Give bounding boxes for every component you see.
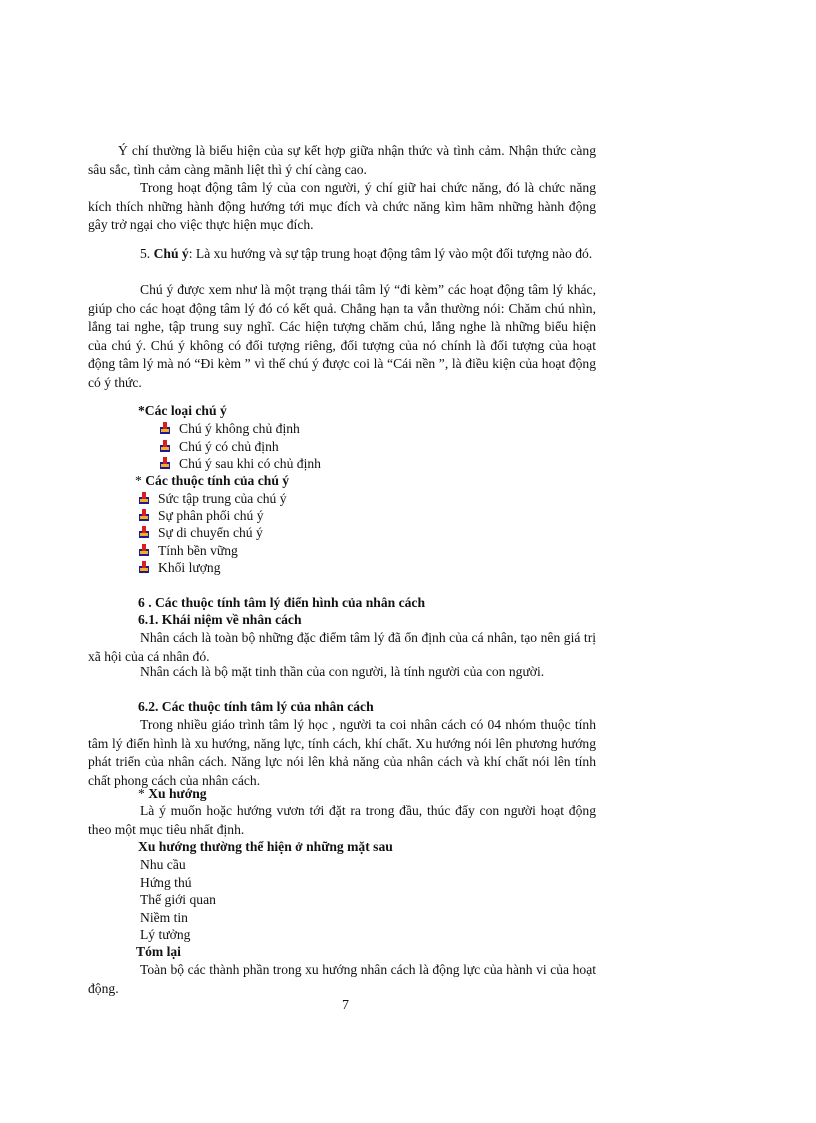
list-item: Nhu cầu	[140, 857, 186, 872]
section-definition: : Là xu hướng và sự tập trung hoạt động tâm lý vào một đối tượng nào đó.	[188, 246, 593, 261]
paragraph-personality-definition: Nhân cách là toàn bộ những đặc điểm tâm lý đã ổn định của cá nhân, tạo nên giá trị xã hội của cá nhân đó.	[88, 630, 596, 664]
arrow-bullet-icon	[138, 544, 150, 556]
list-item: Hứng thú	[140, 875, 192, 890]
types-heading: *Các loại chú ý	[138, 403, 227, 418]
arrow-bullet-icon	[138, 526, 150, 538]
paragraph-personality-spirit: Nhân cách là bộ mặt tinh thần của con người, là tính người của con người.	[140, 664, 545, 679]
section-number: 5.	[140, 246, 154, 261]
list-item: Niềm tin	[140, 910, 188, 925]
arrow-bullet-icon	[159, 457, 171, 469]
paragraph-attention: Chú ý được xem như là một trạng thái tâm lý “đi kèm” các hoạt động tâm lý khác, giúp cho các hoạt động tâm lý đó có kết quả. Chẳng hạn ta vẫn thường nói: Chăm chú nhìn, lắng tai nghe, tập trung suy nghĩ. Các hiện tượng chăm chú, lắng nghe là những biểu hiện của chú ý. Chú ý không có đối tượng riêng, đối tượng của nó chính là đối tượng của hoạt động tâm lý mà nó “Đi kèm ” vì thế chú ý được coi là “Cái nền ”, là điều kiện của hoạt động có ý thức.	[88, 282, 596, 390]
section-6-heading: 6 . Các thuộc tính tâm lý điển hình của nhân cách	[138, 595, 426, 610]
list-item: Chú ý không chủ định	[159, 420, 300, 438]
props-heading: * Các thuộc tính của chú ý	[135, 473, 290, 488]
paragraph-summary: Toàn bộ các thành phần trong xu hướng nhân cách là động lực của hành vi của hoạt động.	[88, 962, 596, 996]
paragraph-will-functions: Trong hoạt động tâm lý của con người, ý chí giữ hai chức năng, đó là chức năng kích thích những hành động hướng tới mục đích và chức năng kìm hãm những hành động gây trở ngại cho việc thực hiện mục đích.	[88, 180, 596, 233]
aspects-heading: Xu hướng thường thể hiện ở những mặt sau	[138, 839, 393, 854]
section-6-2-heading: 6.2. Các thuộc tính tâm lý của nhân cách	[138, 699, 374, 714]
list-item: Tính bền vững	[138, 542, 238, 560]
summary-heading: Tóm lại	[136, 944, 181, 959]
list-item: Chú ý sau khi có chủ định	[159, 455, 321, 473]
section-term: Chú ý	[153, 246, 189, 261]
paragraph-attribute-groups: Trong nhiều giáo trình tâm lý học , người ta coi nhân cách có 04 nhóm thuộc tính tâm lý điển hình là xu hướng, năng lực, tính cách, khí chất. Xu hướng nói lên phương hướng phát triển của nhân cách. Năng lực nói lên khả năng của nhân cách và khí chất nói lên tính chất phong cách của nhân cách.	[88, 717, 596, 788]
arrow-bullet-icon	[159, 422, 171, 434]
arrow-bullet-icon	[138, 509, 150, 521]
paragraph-tendency: Là ý muốn hoặc hướng vươn tới đặt ra trong đầu, thúc đẩy con người hoạt động theo một mục tiêu nhất định.	[88, 803, 596, 837]
arrow-bullet-icon	[159, 440, 171, 452]
list-item: Chú ý có chủ định	[159, 438, 279, 456]
list-item: Thế giới quan	[140, 892, 216, 907]
paragraph-will: Ý chí thường là biểu hiện của sự kết hợp giữa nhận thức và tình cảm. Nhận thức càng sâu sắc, tình cảm càng mãnh liệt thì ý chí càng cao.	[88, 143, 596, 177]
section-6-1-heading: 6.1. Khái niệm về nhân cách	[138, 612, 302, 627]
list-item: Sức tập trung của chú ý	[138, 490, 287, 508]
arrow-bullet-icon	[138, 492, 150, 504]
list-item: Khối lượng	[138, 559, 221, 577]
list-item: Lý tưởng	[140, 927, 191, 942]
page-number: 7	[342, 998, 349, 1013]
list-item: Sự di chuyển chú ý	[138, 524, 263, 542]
list-item: Sự phân phối chú ý	[138, 507, 264, 525]
tendency-heading: * Xu hướng	[138, 786, 207, 801]
section-5-attention	[88, 245, 596, 264]
arrow-bullet-icon	[138, 561, 150, 573]
